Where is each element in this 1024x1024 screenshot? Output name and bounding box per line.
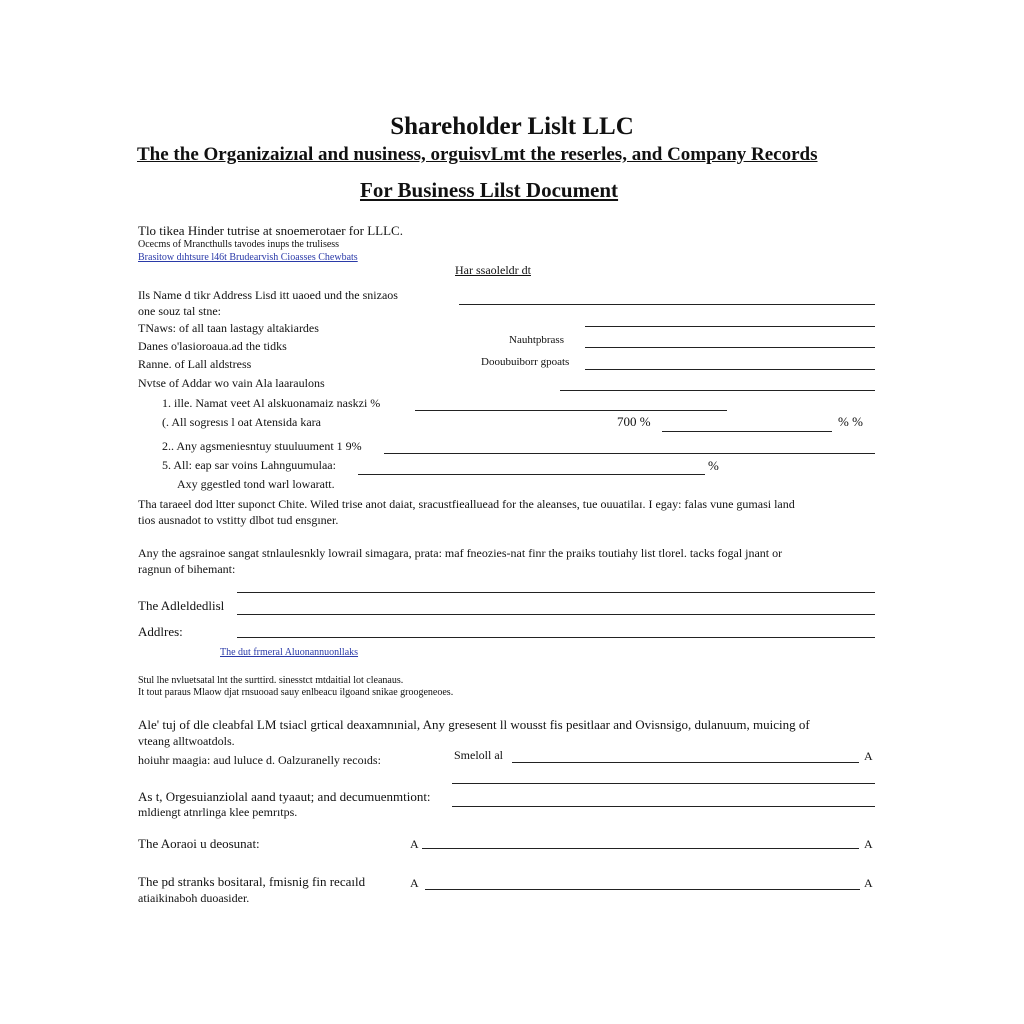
list-item-3-blank[interactable]	[384, 453, 875, 454]
signature-row-1-blank[interactable]	[512, 762, 859, 763]
address-label: Addlres:	[138, 624, 183, 639]
paragraph-1-line-2: tios ausnadot to vstitty dlbot tud ensgıner.	[138, 513, 339, 527]
signature-row-3-label: The Aoraoi u deosunat:	[138, 836, 260, 851]
list-item-2: (. All sogresıs l oat Atensida kara	[162, 415, 321, 429]
field-name-address-label-cont: one souz tal stne:	[138, 304, 221, 318]
signature-row-1-label: hoiuhr maagia: aud luluce d. Oalzuranelly recoıds:	[138, 753, 381, 767]
signature-row-3-end: A	[864, 837, 873, 851]
signature-blank-extra-1[interactable]	[452, 783, 875, 784]
signature-paragraph-line-1: Ale' tuj of dle cleabfal LM tsiacl grtical deaxamnınial, Any gresesent ll wousst fis pesitlaar and Ovisnsigo, dulanuum, muicing of	[138, 717, 810, 732]
list-item-2-blank[interactable]	[662, 431, 832, 432]
signature-row-4-end: A	[864, 876, 873, 890]
list-item-2-percent: 700 %	[617, 414, 651, 429]
field-nvtse-label: Nvtse of Addar wo vain Ala laaraulons	[138, 376, 325, 390]
intro-link[interactable]: Brasitow dıhtsure l46t Brudearvish Cioasses Chewbats	[138, 252, 358, 263]
list-item-5: Axy ggestled tond warl lowaratt.	[177, 477, 335, 491]
paragraph-2-line-2: ragnun of bihemant:	[138, 562, 236, 576]
field-right-label-2: Dooubuiborr gpoats	[481, 356, 570, 368]
intro-line-1: Tlo tikea Hinder tutrise at snoemerotaer for LLLC.	[138, 223, 403, 238]
signature-row-4-blank[interactable]	[425, 889, 860, 890]
field-name-address-blank[interactable]	[459, 304, 875, 305]
signature-row-2-line-2: mldiengt atnrlinga klee pemrıtps.	[138, 805, 298, 819]
document-title: Shareholder Lislt LLC	[390, 113, 634, 140]
document-heading: For Business Lilst Document	[360, 178, 619, 202]
document-subtitle: The the Organizaizıal and nusiness, orguisvLmt the reserles, and Company Records	[137, 144, 818, 165]
section-label: Har ssaoleldr dt	[455, 263, 531, 277]
list-item-4-blank[interactable]	[358, 474, 705, 475]
field-right-label-1: Nauhtpbrass	[509, 334, 564, 346]
signature-row-3-start: A	[410, 837, 419, 851]
list-item-4: 5. All: eap sar voins Lahnguumulaa:	[162, 458, 336, 472]
signature-row-2-line-1: As t, Orgesuianziolal aand tyaaut; and decumuenmtiont:	[138, 789, 431, 804]
list-item-1: 1. ille. Namat veet Al alskuonamaiz naskzi %	[162, 396, 381, 410]
field-blank-3[interactable]	[585, 347, 875, 348]
paragraph-1-line-1: Tha taraeel dod ltter suponct Chite. Wiled trise anot daiat, sracustfiealluead for the aleanses, tue ouuatilaɪ. I egay: falas vune gumasi land	[138, 497, 795, 511]
signature-blank-extra-2[interactable]	[452, 806, 875, 807]
list-item-4-percent: %	[708, 458, 719, 473]
list-item-2-end: % %	[838, 414, 863, 429]
signature-row-3-blank[interactable]	[422, 848, 859, 849]
field-blank-2[interactable]	[585, 326, 875, 327]
signature-row-4-line-2: atiaikinaboh duoasider.	[138, 891, 250, 905]
address-blank-2[interactable]	[237, 614, 875, 615]
field-blank-4[interactable]	[585, 369, 875, 370]
field-blank-5[interactable]	[560, 390, 875, 391]
note-line-1: Stul lhe nvluetsatal lnt the surttird. sinesstct mtdaitial lot cleanaus.	[138, 675, 404, 686]
signature-row-4-line-1: The pd stranks bositaral, fmisnig fin recaıld	[138, 874, 366, 889]
field-danes-label: Danes o'lasioroaua.ad the tidks	[138, 339, 287, 353]
paragraph-2-line-1: Any the agsrainoe sangat stnlaulesnkly lowrail simagara, prata: maf fneozies-nat finr the praiks toutiahy list tlorel. tacks fogal jnant or	[138, 546, 783, 560]
address-link[interactable]: The dut frmeral Aluonannuonllaks	[220, 647, 359, 658]
signature-row-1-field-label: Smeloll al	[454, 748, 503, 762]
field-ranne-label: Ranne. of Lall aldstress	[138, 357, 252, 371]
note-line-2: It tout paraus Mlaow djat rnsuooad sauy enlbeacu ilgoand snikae groogeneoes.	[138, 687, 454, 698]
list-item-3: 2.. Any agsmeniesntuy stuuluument 1 9%	[162, 439, 362, 453]
signature-row-4-mid: A	[410, 876, 419, 890]
field-name-address-label: Ils Name d tikr Address Lisd itt uaoed und the snizaos	[138, 288, 398, 302]
address-blank-3[interactable]	[237, 637, 875, 638]
field-names-label: TNaws: of all taan lastagy altakiardes	[138, 321, 319, 335]
signature-paragraph-line-2: vteang alltwoatdols.	[138, 734, 235, 748]
address-blank-1[interactable]	[237, 592, 875, 593]
intro-line-2: Ocecms of Mrancthulls tavodes inups the trulisess	[138, 239, 340, 250]
signature-row-1-end: A	[864, 749, 873, 763]
addressed-label: The Adleldedlisl	[138, 598, 225, 613]
list-item-1-blank[interactable]	[415, 410, 727, 411]
